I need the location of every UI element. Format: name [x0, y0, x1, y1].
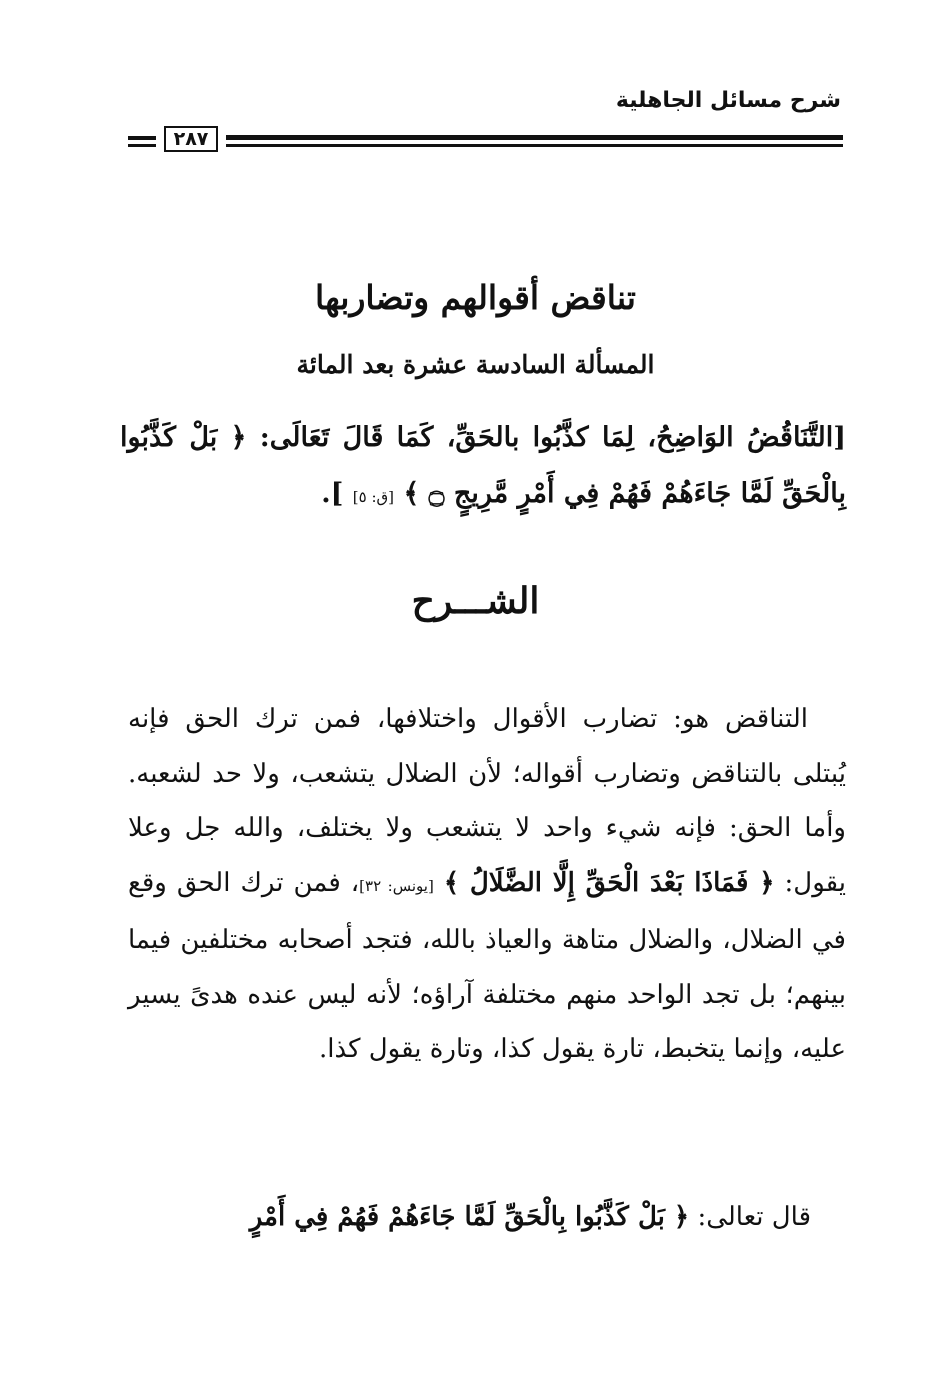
sharh-ayah: ﴿ فَمَاذَا بَعْدَ الْحَقِّ إِلَّا الضَّلَالُ ﴾: [443, 867, 775, 898]
page-number: ٢٨٧: [164, 126, 218, 152]
matn-ayah-reference: [ق: ٥]: [352, 488, 395, 506]
sharh-heading: الشـــرح: [411, 580, 540, 622]
matn-close: ].: [321, 478, 344, 509]
quote-ayah: ﴿ بَلْ كَذَّبُوا بِالْحَقِّ لَمَّا جَاءَهُمْ فَهُمْ فِي أَمْرٍ: [249, 1202, 690, 1232]
matn-block: [120, 410, 846, 525]
section-subtitle: المسألة السادسة عشرة بعد المائة: [296, 350, 655, 379]
section-title: تناقض أقوالهم وتضاربها: [315, 278, 636, 317]
rule-thick-line: [226, 135, 843, 140]
sharh-text-part2: ، فمن ترك الحق وقع في الضلال، والضلال متاهة والعياذ بالله، فتجد أصحابه مختلفين فيما بينهم؛ بل تجد الواحد منهم مختلفة آراؤه؛ لأنه ليس عنده هدىً يسير عليه، وإنما يتخبط، تارة يقول كذا، وتارة يقول كذا.: [128, 867, 846, 1064]
sharh-ayah-reference: [يونس: ٣٢]: [359, 876, 434, 895]
matn-text: [التَّنَاقُضُ الوَاضِحُ، لِمَا كذَّبُوا بالحَقِّ، كَمَا قَالَ تَعَالَى:: [259, 422, 846, 453]
sharh-quote-line: [128, 1190, 811, 1244]
rule-lead-thick: [128, 136, 156, 140]
rule-lead-thin: [128, 144, 156, 147]
header-rule: [128, 128, 843, 154]
rule-thin-line: [226, 144, 843, 147]
quote-intro: قال تعالى:: [697, 1202, 811, 1232]
matn-ayah: ﴿ بَلْ كَذَّبُوا بِالْحَقِّ لَمَّا جَاءَهُمْ فَهُمْ فِي أَمْرٍ مَّرِيجٍ ۝ ﴾: [120, 422, 846, 509]
sharh-text-part1: التناقض هو: تضارب الأقوال واختلافها، فمن ترك الحق فإنه يُبتلى بالتناقض وتضارب أقواله؛ لأن الضلال يتشعب، ولا حد لشعبه. وأما الحق: فإنه شيء واحد لا يتشعب ولا يختلف، والله جل وعلا يقول:: [128, 704, 847, 898]
running-head-book-title: شرح مسائل الجاهلية: [615, 88, 841, 113]
sharh-paragraph: [128, 692, 846, 1077]
